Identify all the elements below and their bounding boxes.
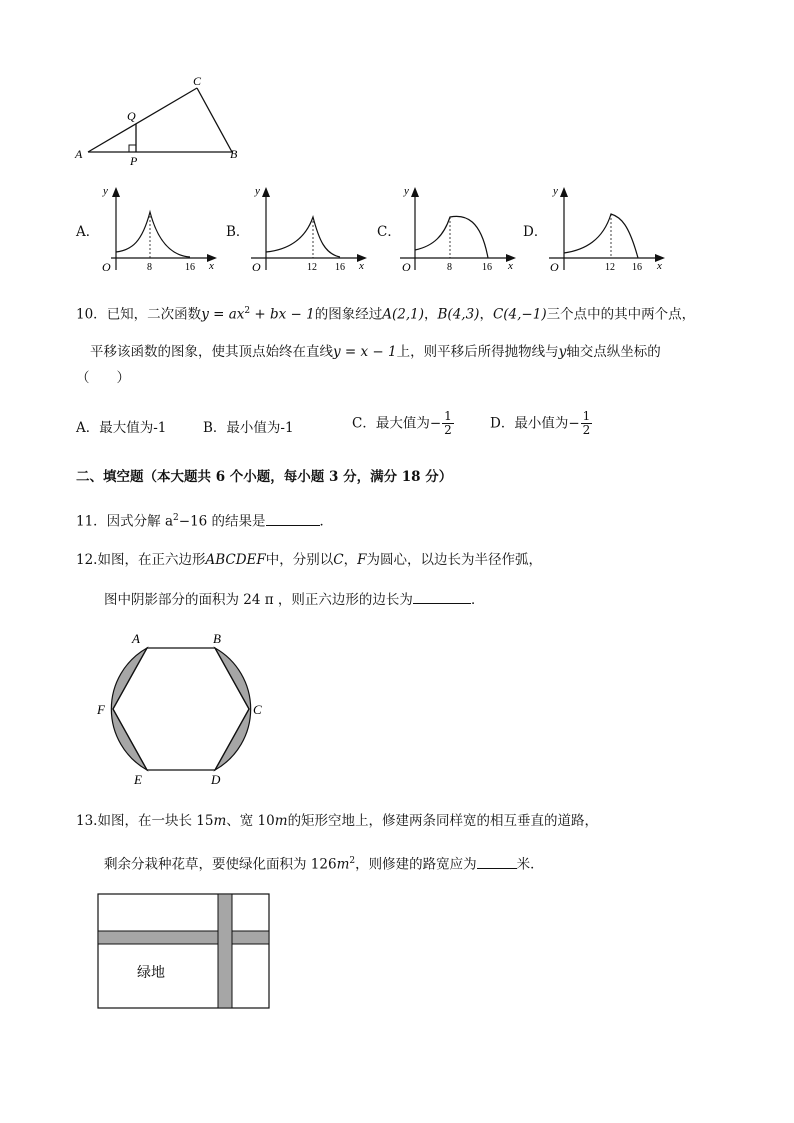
- graph-option-C: [396, 180, 521, 275]
- q10-paren: （ ）: [76, 370, 130, 386]
- q13-line1: 13.如图，在一块长 15m、宽 10m的矩形空地上，修建两条同样宽的相互垂直的道路，: [76, 813, 599, 829]
- q11: 11．因式分解 $a^2-16$ 的结果是 ．: [76, 513, 334, 530]
- hexagon-figure: [92, 628, 272, 790]
- svg-text:16: 16: [632, 262, 642, 273]
- svg-text:12: 12: [307, 262, 317, 273]
- graph-option-A: [97, 180, 222, 275]
- svg-text:y: y: [255, 185, 260, 197]
- option-D-label: D．: [523, 224, 548, 240]
- svg-text:y: y: [404, 185, 409, 197]
- svg-text:O: O: [402, 260, 411, 274]
- label-C: C: [193, 74, 202, 88]
- svg-text:D: D: [211, 772, 221, 787]
- q10-choice-C: C．最大值为− $\frac{1}{2}$: [352, 409, 452, 437]
- label-A: A: [75, 147, 83, 161]
- option-A-label: A．: [76, 224, 100, 240]
- q10-choice-A: A．最大值为-1: [76, 420, 167, 436]
- label-B: B: [230, 147, 238, 161]
- q10-choice-B: B．最小值为-1: [203, 420, 294, 436]
- svg-text:x: x: [359, 260, 364, 272]
- svg-text:8: 8: [147, 262, 152, 273]
- svg-text:x: x: [508, 260, 513, 272]
- svg-text:O: O: [550, 260, 559, 274]
- svg-text:x: x: [657, 260, 662, 272]
- svg-text:C: C: [253, 702, 262, 717]
- svg-text:16: 16: [185, 262, 195, 273]
- svg-text:16: 16: [335, 262, 345, 273]
- section-heading: 二、填空题（本大题共 6 个小题，每小题 3 分，满分 18 分）: [76, 469, 453, 485]
- q10-line2: 平移该函数的图象，使其顶点始终在直线y = x − 1上，则平移后所得抛物线与y轴交点纵坐标的: [90, 344, 661, 360]
- svg-text:16: 16: [482, 262, 492, 273]
- svg-text:8: 8: [447, 262, 452, 273]
- q10-line1: 10．已知，二次函数$y = ax^2$ + bx − 1的图象经过A(2,1)，B(4,3)，C(4,−1)三个点中的其中两个点，: [76, 306, 696, 323]
- svg-text:y: y: [553, 185, 558, 197]
- option-C-label: C．: [377, 224, 401, 240]
- svg-text:B: B: [213, 631, 221, 646]
- svg-text:12: 12: [605, 262, 615, 273]
- graph-option-D: [545, 180, 670, 275]
- svg-text:x: x: [209, 260, 214, 272]
- q13-line2: 剩余分栽种花草，要使绿化面积为 $126m^2$，则修建的路宽应为 米．: [104, 856, 544, 873]
- label-Q: Q: [127, 109, 136, 123]
- green-label: 绿地: [137, 965, 165, 981]
- q10-choice-D: D．最小值为− $\frac{1}{2}$: [490, 409, 591, 437]
- svg-text:O: O: [252, 260, 261, 274]
- rectangle-field-figure: [97, 893, 272, 1011]
- graph-option-B: [247, 180, 372, 275]
- triangle-figure: [70, 70, 260, 170]
- q12-line1: 12.如图，在正六边形ABCDEF中，分别以C，F为圆心，以边长为半径作弧，: [76, 552, 542, 568]
- svg-text:y: y: [103, 185, 108, 197]
- label-P: P: [130, 154, 138, 168]
- svg-text:F: F: [97, 702, 105, 717]
- svg-text:O: O: [102, 260, 111, 274]
- q12-line2: 图中阴影部分的面积为 24 π ，则正六边形的边长为 ．: [104, 592, 485, 608]
- option-B-label: B．: [226, 224, 250, 240]
- svg-text:A: A: [132, 631, 140, 646]
- svg-text:E: E: [134, 772, 142, 787]
